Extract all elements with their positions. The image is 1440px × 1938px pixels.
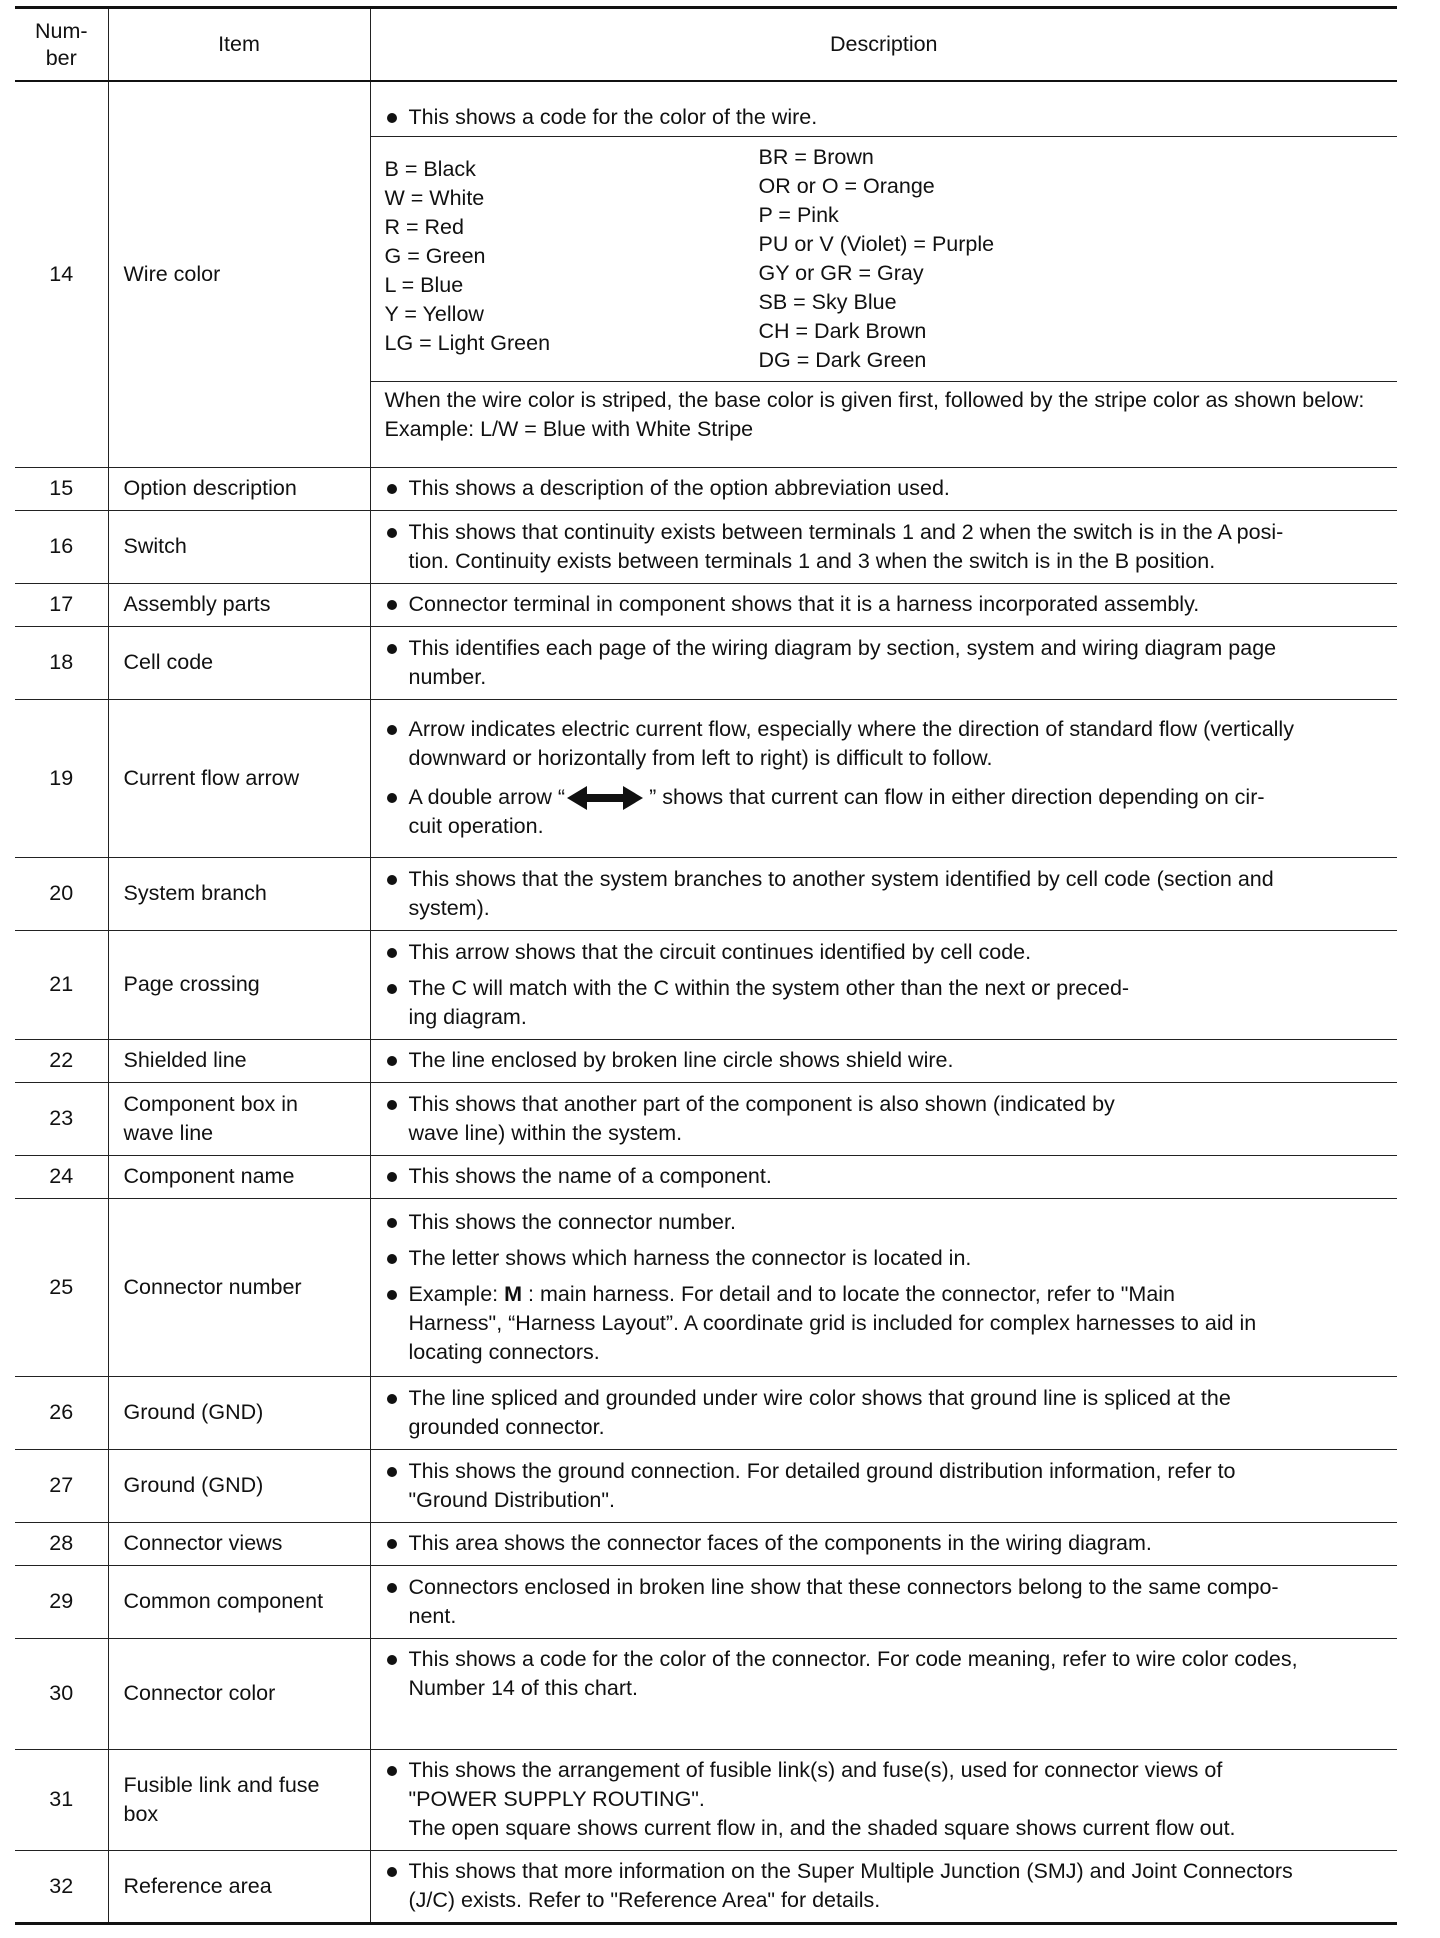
- row-description: This identifies each page of the wiring diagram by section, system and wiring diagram page number.: [370, 626, 1397, 699]
- row-description: This shows a code for the color of the connector. For code meaning, refer to wire color codes, Number 14 of this chart.: [370, 1638, 1397, 1749]
- color-code: GY or GR = Gray: [758, 261, 924, 286]
- bullet-icon: [387, 600, 397, 610]
- table-row: [15, 699, 1397, 857]
- row-description: This shows that more information on the Super Multiple Junction (SMJ) and Joint Connectors (J/C) exists. Refer to "Reference Area" for details.: [370, 1850, 1397, 1923]
- table-row: [15, 1565, 1397, 1638]
- color-code: OR or O = Orange: [758, 174, 935, 199]
- bullet-icon: [387, 948, 397, 958]
- row-description: This shows the connector number. The letter shows which harness the connector is located in. Example: M : main harness. For detail and to locate the connector, refer to "Main Harness", “Harness Layout”. A coordinate grid is included for complex harnesses to aid in locating connectors.: [370, 1198, 1397, 1376]
- color-code: CH = Dark Brown: [758, 319, 927, 344]
- row-number: 26: [15, 1376, 108, 1449]
- table-row: [15, 1850, 1397, 1923]
- legend-table: [15, 6, 1397, 1925]
- stripe-explanation: When the wire color is striped, the base color is given first, followed by the stripe color as shown below: Example: L/W = Blue with White Stripe: [384, 388, 1365, 442]
- color-code: W = White: [384, 186, 485, 211]
- row-description: This shows the ground connection. For detailed ground distribution information, refer to "Ground Distribution".: [370, 1449, 1397, 1522]
- row-number: 21: [15, 930, 108, 1039]
- table-row: [15, 1155, 1397, 1198]
- row-number: 19: [15, 699, 108, 857]
- header-number: Num- ber: [15, 8, 108, 82]
- color-codes-left: [385, 143, 759, 375]
- color-code: BR = Brown: [758, 145, 874, 170]
- row-description: This shows a description of the option abbreviation used.: [370, 467, 1397, 510]
- row-item: Connector views: [108, 1522, 370, 1565]
- bullet-icon: [387, 1218, 397, 1228]
- row-item: Current flow arrow: [108, 699, 370, 857]
- row-description: This arrow shows that the circuit continues identified by cell code. The C will match with the C within the system other than the next or preced- ing diagram.: [370, 930, 1397, 1039]
- bullet-icon: [387, 1172, 397, 1182]
- bullet-icon: [387, 875, 397, 885]
- bullet-icon: [387, 1766, 397, 1776]
- row-description: The line spliced and grounded under wire color shows that ground line is spliced at the grounded connector.: [370, 1376, 1397, 1449]
- row-description: This shows the name of a component.: [370, 1155, 1397, 1198]
- row-item: Page crossing: [108, 930, 370, 1039]
- bullet-icon: [387, 725, 397, 735]
- row-description: Connector terminal in component shows that it is a harness incorporated assembly.: [370, 583, 1397, 626]
- row-item: Ground (GND): [108, 1449, 370, 1522]
- row-number: 25: [15, 1198, 108, 1376]
- table-row: [15, 1638, 1397, 1749]
- row-item: Common component: [108, 1565, 370, 1638]
- bullet-icon: [387, 528, 397, 538]
- color-codes-right: [759, 143, 1386, 375]
- table-row: [15, 1376, 1397, 1449]
- row-number: 31: [15, 1749, 108, 1850]
- color-code: DG = Dark Green: [758, 348, 927, 373]
- wire-color-codes: [371, 137, 1398, 382]
- color-code: Y = Yellow: [384, 302, 484, 327]
- row-number: 22: [15, 1039, 108, 1082]
- row-item: Component box in wave line: [108, 1082, 370, 1155]
- row-item: Connector number: [108, 1198, 370, 1376]
- row-number: 29: [15, 1565, 108, 1638]
- bullet-icon: [387, 484, 397, 494]
- color-code: SB = Sky Blue: [758, 290, 897, 315]
- row-description: The line enclosed by broken line circle shows shield wire.: [370, 1039, 1397, 1082]
- table-row: [15, 510, 1397, 583]
- row-number: 28: [15, 1522, 108, 1565]
- row-number: 14: [15, 81, 108, 467]
- row-description: Arrow indicates electric current flow, especially where the direction of standard flow (vertically downward or horizontally from left to right) is difficult to follow. A double arrow “ ” shows that current can flow in either direction depending on cir- cuit operation.: [370, 699, 1397, 857]
- row-item: Shielded line: [108, 1039, 370, 1082]
- bullet-icon: [387, 113, 397, 123]
- table-row: [15, 1522, 1397, 1565]
- row-description: Connectors enclosed in broken line show that these connectors belong to the same compo- nent.: [370, 1565, 1397, 1638]
- bullet-icon: [387, 644, 397, 654]
- table-row: [15, 1198, 1397, 1376]
- wiring-diagram-legend-page: [15, 6, 1397, 1934]
- table-row: [15, 626, 1397, 699]
- row-number: 18: [15, 626, 108, 699]
- double-arrow-icon: [567, 785, 643, 811]
- color-code: B = Black: [384, 157, 476, 182]
- row-number: 16: [15, 510, 108, 583]
- row-item: Ground (GND): [108, 1376, 370, 1449]
- header-item: Item: [108, 8, 370, 82]
- row-item: Connector color: [108, 1638, 370, 1749]
- bullet-icon: [387, 1290, 397, 1300]
- row-description: This shows that the system branches to another system identified by cell code (section and system).: [370, 857, 1397, 930]
- row-number: 24: [15, 1155, 108, 1198]
- color-code: R = Red: [384, 215, 464, 240]
- row-number: 23: [15, 1082, 108, 1155]
- table-row: [15, 81, 1397, 467]
- row-description: [370, 81, 1397, 467]
- row-number: 30: [15, 1638, 108, 1749]
- bullet-icon: [387, 1100, 397, 1110]
- color-code: LG = Light Green: [384, 331, 551, 356]
- header-description: Description: [370, 8, 1397, 82]
- row-description: This shows that another part of the component is also shown (indicated by wave line) within the system.: [370, 1082, 1397, 1155]
- color-code: PU or V (Violet) = Purple: [758, 232, 995, 257]
- table-row: [15, 1749, 1397, 1850]
- row-item: Fusible link and fuse box: [108, 1749, 370, 1850]
- bullet-icon: [387, 1254, 397, 1264]
- bullet-icon: [387, 793, 397, 803]
- row-number: 20: [15, 857, 108, 930]
- row-item: Switch: [108, 510, 370, 583]
- row-number: 17: [15, 583, 108, 626]
- row-item: Option description: [108, 467, 370, 510]
- row-item: Component name: [108, 1155, 370, 1198]
- bullet-icon: [387, 1467, 397, 1477]
- row-description: This area shows the connector faces of the components in the wiring diagram.: [370, 1522, 1397, 1565]
- table-header-row: [15, 8, 1397, 82]
- bullet-icon: [387, 1655, 397, 1665]
- table-row: [15, 930, 1397, 1039]
- row-item: Assembly parts: [108, 583, 370, 626]
- bullet-icon: [387, 1394, 397, 1404]
- bullet-icon: [387, 1539, 397, 1549]
- table-row: [15, 857, 1397, 930]
- row-number: 32: [15, 1850, 108, 1923]
- row-description: This shows that continuity exists between terminals 1 and 2 when the switch is in the A posi- tion. Continuity exists between terminals 1 and 3 when the switch is in the B position.: [370, 510, 1397, 583]
- row-description: This shows the arrangement of fusible link(s) and fuse(s), used for connector views of "POWER SUPPLY ROUTING". The open square shows current flow in, and the shaded square shows current flow out.: [370, 1749, 1397, 1850]
- row-item: Cell code: [108, 626, 370, 699]
- bullet-icon: [387, 1867, 397, 1877]
- table-row: [15, 1449, 1397, 1522]
- row-item: System branch: [108, 857, 370, 930]
- wire-color-intro: This shows a code for the color of the wire.: [371, 100, 1398, 137]
- row-item: Reference area: [108, 1850, 370, 1923]
- table-row: [15, 1082, 1397, 1155]
- bullet-icon: [387, 1056, 397, 1066]
- row-number: 27: [15, 1449, 108, 1522]
- color-code: G = Green: [384, 244, 486, 269]
- color-code: P = Pink: [758, 203, 839, 228]
- table-row: [15, 1039, 1397, 1082]
- bullet-icon: [387, 1583, 397, 1593]
- color-code: L = Blue: [384, 273, 464, 298]
- table-row: [15, 467, 1397, 510]
- row-item: Wire color: [108, 81, 370, 467]
- table-row: [15, 583, 1397, 626]
- row-number: 15: [15, 467, 108, 510]
- bullet-icon: [387, 984, 397, 994]
